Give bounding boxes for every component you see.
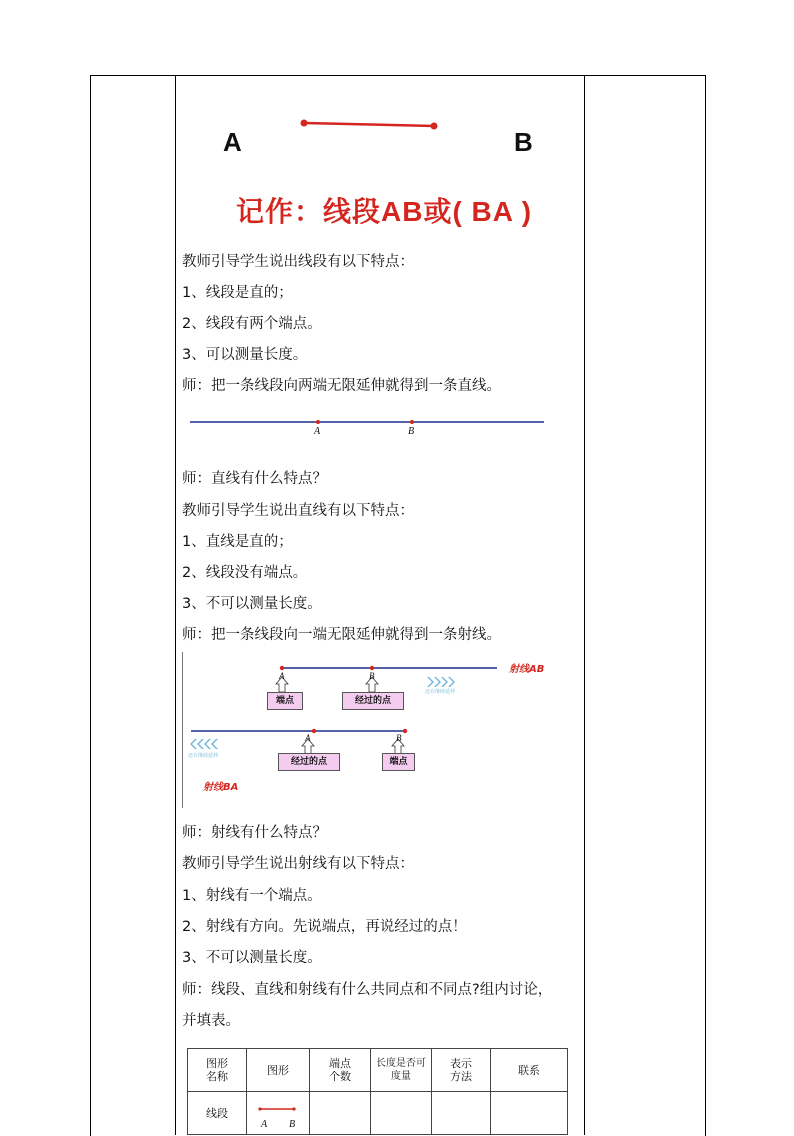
header-cell: 图形 名称 (188, 1049, 247, 1092)
comparison-table (187, 1048, 568, 1135)
segment-endpoint-b (431, 123, 438, 130)
paragraph: 1、射线有一个端点。 (182, 888, 322, 904)
row-measurable-cell[interactable] (371, 1092, 432, 1135)
paragraph: 3、可以测量长度。 (182, 347, 308, 363)
paragraph: 1、直线是直的； (182, 534, 293, 550)
paragraph: 3、不可以测量长度。 (182, 596, 322, 612)
paragraph: 1、线段是直的； (182, 285, 293, 301)
row-relation-cell[interactable] (491, 1092, 568, 1135)
segment-label-a: A (223, 127, 242, 157)
ray-ab-passing-box: 经过的点 (342, 692, 404, 710)
paragraph: 并填表。 (182, 1013, 240, 1029)
line-point-b (410, 420, 414, 424)
paragraph: 教师引导学生说出射线有以下特点： (182, 856, 414, 872)
header-cell: 长度是否可 度量 (371, 1049, 432, 1092)
mini-label-b: B (289, 1119, 296, 1130)
header-cell: 图形 (247, 1049, 310, 1092)
segment-caption: 记作：线段AB或( BA ) (236, 196, 533, 227)
line-label-b: B (408, 426, 415, 437)
ray-ba-extend-hint: 还在继续延伸 (188, 753, 219, 759)
paragraph: 2、线段没有端点。 (182, 565, 308, 581)
ray-ab-point-a: A (279, 671, 285, 681)
line-figure (188, 412, 548, 438)
header-cell: 联系 (491, 1049, 568, 1092)
paragraph: 2、射线有方向。先说端点，再说经过的点！ (182, 919, 467, 935)
row-endpoint-cell[interactable] (310, 1092, 371, 1135)
column-divider-right (584, 75, 585, 1135)
row-figure-cell (247, 1092, 310, 1135)
row-name-cell: 线段 (188, 1092, 247, 1135)
header-cell: 表示 方法 (432, 1049, 491, 1092)
paragraph: 师：把一条线段向一端无限延伸就得到一条射线。 (182, 627, 501, 643)
ray-ab-endpoint-box: 端点 (267, 692, 303, 710)
ray-ba-label: 射线BA (203, 782, 239, 793)
ray-ab-point-b: B (369, 671, 375, 681)
paragraph: 师：把一条线段向两端无限延伸就得到一条直线。 (182, 378, 501, 394)
paragraph: 师：直线有什么特点？ (182, 471, 327, 487)
paragraph: 教师引导学生说出线段有以下特点： (182, 254, 414, 270)
segment-label-b: B (514, 127, 533, 157)
header-cell: 端点 个数 (310, 1049, 371, 1092)
mini-label-a: A (261, 1119, 268, 1130)
paragraph: 师：线段、直线和射线有什么共同点和不同点?组内讨论， (182, 982, 553, 998)
line-label-a: A (314, 426, 321, 437)
ray-ba-point-b: B (396, 733, 402, 743)
line-point-a (316, 420, 320, 424)
ray-ab-label: 射线AB (509, 664, 545, 675)
table-row (188, 1092, 568, 1135)
ray-ba-passing-box: 经过的点 (278, 753, 340, 771)
column-divider-left (175, 75, 176, 1135)
table-header-row (188, 1049, 568, 1092)
ray-ab-extend-hint: 还在继续延伸 (425, 689, 456, 695)
paragraph: 师：射线有什么特点？ (182, 825, 327, 841)
row-notation-cell[interactable] (432, 1092, 491, 1135)
segment-figure (290, 115, 450, 135)
paragraph: 教师引导学生说出直线有以下特点： (182, 503, 414, 519)
paragraph: 3、不可以测量长度。 (182, 950, 322, 966)
segment-endpoint-a (301, 120, 308, 127)
paragraph: 2、线段有两个端点。 (182, 316, 322, 332)
ray-ba-point-a: A (305, 733, 311, 743)
ray-ba-endpoint-box: 端点 (382, 753, 415, 771)
